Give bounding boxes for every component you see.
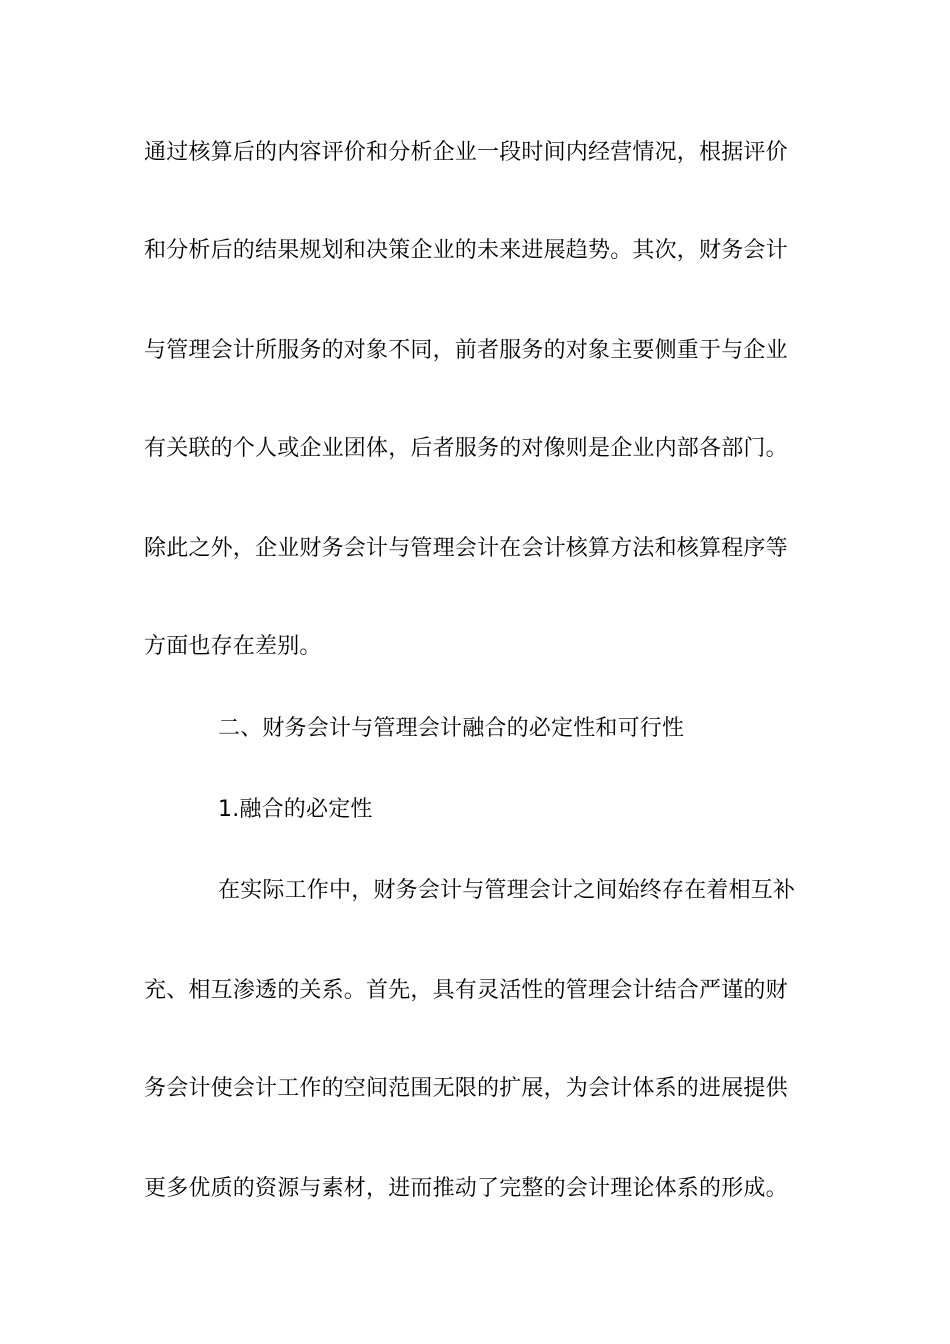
paragraph-line: 方面也存在差别。 (144, 634, 322, 659)
paragraph-line: 务会计使会计工作的空间范围无限的扩展，为会计体系的进展提供 (144, 1076, 788, 1101)
paragraph-line: 除此之外，企业财务会计与管理会计在会计核算方法和核算程序等 (144, 536, 788, 561)
paragraph-line: 和分析后的结果规划和决策企业的未来进展趋势。其次，财务会计 (144, 238, 788, 263)
paragraph-line: 通过核算后的内容评价和分析企业一段时间内经营情况，根据评价 (144, 140, 788, 165)
paragraph-line: 在实际工作中，财务会计与管理会计之间始终存在着相互补 (218, 878, 796, 903)
subsection-heading: 1.融合的必定性 (218, 797, 373, 822)
section-heading: 二、财务会计与管理会计融合的必定性和可行性 (218, 716, 685, 741)
paragraph-line: 充、相互渗透的关系。首先，具有灵活性的管理会计结合严谨的财 (144, 978, 788, 1003)
paragraph-line: 更多优质的资源与素材，进而推动了完整的会计理论体系的形成。 (144, 1176, 788, 1201)
paragraph-line: 与管理会计所服务的对象不同，前者服务的对象主要侧重于与企业 (144, 338, 788, 363)
paragraph-line: 有关联的个人或企业团体，后者服务的对像则是企业内部各部门。 (144, 436, 788, 461)
